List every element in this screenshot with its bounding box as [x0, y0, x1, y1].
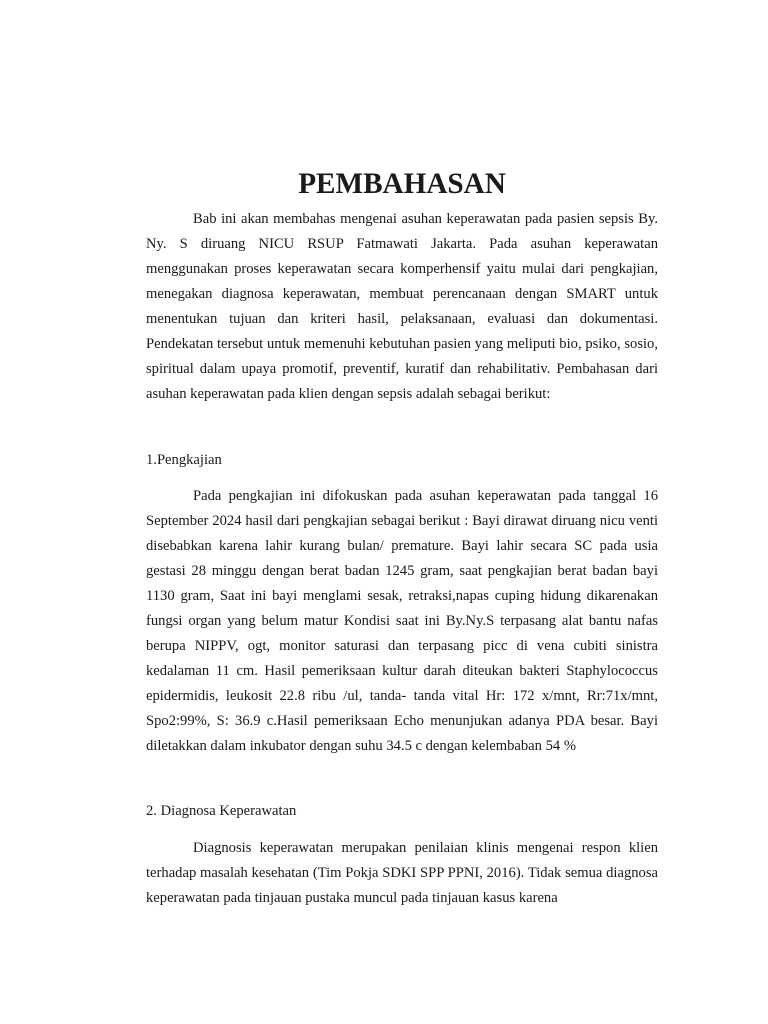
section-paragraph-pengkajian: Pada pengkajian ini difokuskan pada asuhan keperawatan pada tanggal 16 September 2024 hasil dari pengkajian sebagai berikut : Bayi dirawat diruang nicu venti disebabkan karena lahir kurang bulan/ premature. Bayi lahir secara SC pada usia gestasi 28 minggu dengan berat badan 1245 gram, saat pengkajian berat badan bayi 1130 gram, Saat ini bayi menglami sesak, retraksi,napas cuping hidung dikarenakan fungsi organ yang belum matur Kondisi saat ini By.Ny.S terpasang alat bantu nafas berupa NIPPV, ogt, monitor saturasi dan terpasang picc di vena cubiti sinistra kedalaman 11 cm. Hasil pemeriksaan kultur darah diteukan bakteri Staphylococcus epidermidis, leukosit 22.8 ribu /ul, tanda- tanda vital Hr: 172 x/mnt, Rr:71x/mnt, Spo2:99%, S: 36.9 c.Hasil pemeriksaan Echo menunjukan adanya PDA besar. Bayi diletakkan dalam inkubator dengan suhu 34.5 c dengan kelembaban 54 % [146, 488, 658, 754]
page-title: PEMBAHASAN [298, 168, 506, 200]
intro-paragraph: Bab ini akan membahas mengenai asuhan keperawatan pada pasien sepsis By. Ny. S diruang NICU RSUP Fatmawati Jakarta. Pada asuhan keperawatan menggunakan proses keperawatan secara komperhensif yaitu mulai dari pengkajian, menegakan diagnosa keperawatan, membuat perencanaan dengan SMART untuk menentukan tujuan dan kriteri hasil, pelaksanaan, evaluasi dan dokumentasi. Pendekatan tersebut untuk memenuhi kebutuhan pasien yang meliputi bio, psiko, sosio, spiritual dalam upaya promotif, preventif, kuratif dan rehabilitativ. Pembahasan dari asuhan keperawatan pada klien dengan sepsis adalah sebagai berikut: [146, 211, 658, 402]
section-heading-diagnosa: 2. Diagnosa Keperawatan [146, 803, 297, 819]
section-paragraph-diagnosa: Diagnosis keperawatan merupakan penilaian klinis mengenai respon klien terhadap masalah kesehatan (Tim Pokja SDKI SPP PPNI, 2016). Tidak semua diagnosa keperawatan pada tinjauan pustaka muncul pada tinjauan kasus karena [146, 840, 658, 906]
section-heading-pengkajian: 1.Pengkajian [146, 452, 222, 468]
